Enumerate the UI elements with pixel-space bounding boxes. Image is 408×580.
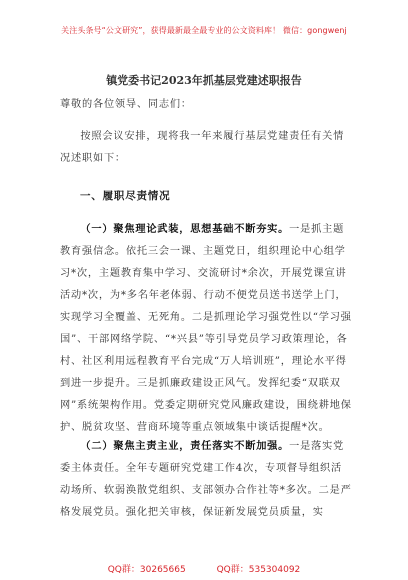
document-title: 镇党委书记2023年抓基层党建述职报告 [106, 74, 302, 87]
paragraph-2 [60, 435, 352, 524]
intro-paragraph: 按照会议安排，现将我一年来履行基层党建责任有关情况述职如下： [60, 131, 345, 164]
paragraph-2-lead: （二）聚焦主责主业，责任落实不断加强。 [80, 440, 290, 452]
promo-banner: 关注头条号“公文研究”，获得最新最全最专业的公文资料库！ 微信：gongwenj [61, 26, 347, 35]
paragraph-2-text: 一是落实党委主体责任。全年专题研究党建工作4次，专项督导组织活动场所、软弱涣散党组织、支部领办合作社等*多次。二是严格发展党员。强化把关审核，保证新发展党员质量，实 [60, 441, 352, 518]
paragraph-1 [60, 218, 352, 439]
footer [0, 562, 408, 575]
paragraph-1-lead: （一）聚焦理论武装，思想基础不断夯实。 [80, 223, 290, 235]
salutation: 尊敬的各位领导、同志们： [60, 99, 192, 110]
footer-qq-group-1: QQ群：30265665 [107, 565, 186, 575]
footer-qq-group-2: QQ群：535304092 [216, 565, 301, 575]
paragraph-1-text: 一是抓主题教育强信念。依托三会一课、主题党日，组织理论中心组学习*次，主题教育集中学习、交流研讨*余次，开展党课宣讲活动*次，为*多名年老体弱、行动不便党员送书送学上门，实现学习全覆盖、无死角。二是抓理论学习强党性以“学习强国”、干部网络学院、“*兴县”等引导党员学习政策理论，各村、社区利用远程教育平台完成“万人培训班”，理论水平得到进一步提升。三是抓廉政建设正风气。发挥纪委“双联双网”系统架构作用。党委定期研究党风廉政建设，围绕耕地保护、脱贫攻坚、营商环境等重点领域集中谈话提醒*次。 [60, 224, 352, 433]
section-heading: 一、履职尽责情况 [80, 190, 171, 202]
